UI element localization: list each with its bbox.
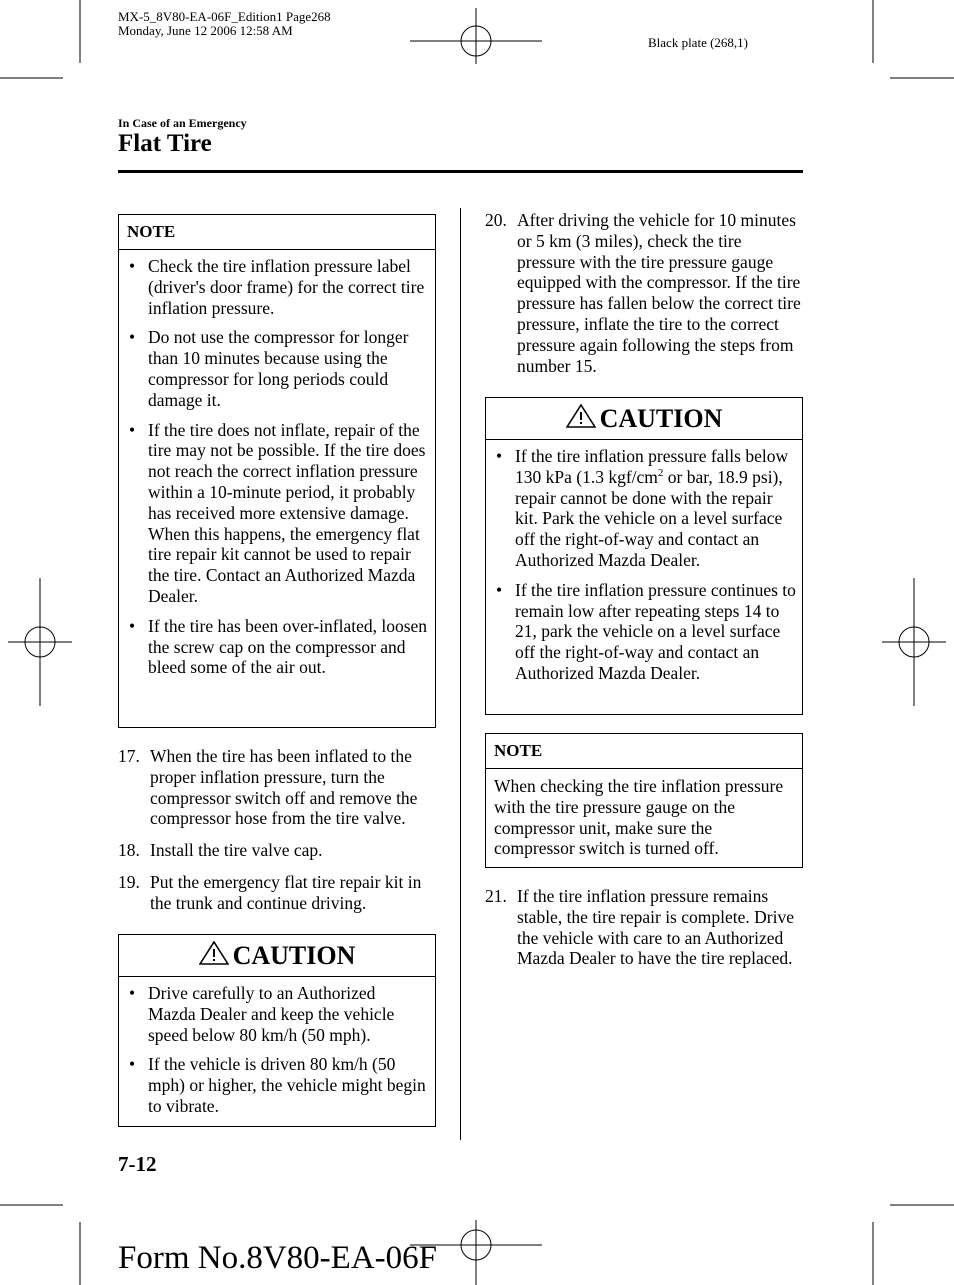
step-18 <box>118 840 438 861</box>
registration-mark-top-icon <box>410 8 542 66</box>
note-heading: NOTE <box>119 215 435 250</box>
section-label: In Case of an Emergency <box>118 116 247 130</box>
step-text: Put the emergency flat tire repair kit in the trunk and continue driving. <box>150 872 422 913</box>
note-box <box>485 733 803 868</box>
step-number: 20. <box>485 210 507 230</box>
note-box <box>118 214 436 728</box>
step-20 <box>485 210 803 376</box>
note-item: • If the tire does not inflate, repair of the tire may not be possible. If the tire does not reach the correct inflation pressure within a 10-minute period, it probably has received more extensive damage. When this happens, the emergency flat tire repair kit cannot be used to repair the tire. Contact an Authorized Mazda Dealer. <box>129 419 426 606</box>
caution-heading: CAUTION <box>119 935 435 977</box>
step-number: 19. <box>118 872 140 892</box>
step-17 <box>118 746 438 829</box>
caution-heading: CAUTION <box>486 398 802 440</box>
plate-label: Black plate (268,1) <box>648 35 748 50</box>
form-number: Form No.8V80-EA-06F <box>118 1240 437 1276</box>
caution-list <box>119 977 435 1117</box>
bullet-icon: • <box>496 446 503 466</box>
step-number: 18. <box>118 840 140 860</box>
bullet-icon: • <box>496 579 503 600</box>
caution-item: • If the tire inflation pressure falls below 130 kPa (1.3 kgf/$cm^2$ or bar, 18.9 psi), repair cannot be done with the repair kit. Park the vehicle on a level surface off the right-of-way and contact an Authorized Mazda Dealer. <box>496 446 789 570</box>
title-rule <box>118 170 803 173</box>
superscript: 2 <box>657 466 664 479</box>
warning-triangle-icon <box>566 404 596 428</box>
step-text: Install the tire valve cap. <box>150 840 323 860</box>
registration-mark-left-icon <box>8 578 72 706</box>
bullet-icon: • <box>129 1054 136 1075</box>
caution-list <box>486 440 802 684</box>
step-number: 17. <box>118 746 140 766</box>
page-title: Flat Tire <box>118 130 212 157</box>
step-text: After driving the vehicle for 10 minutes or 5 km (3 miles), check the tire pressure with the tire pressure gauge equipped with the compressor. If the tire pressure has fallen below the correct tire pressure, inflate the tire to the correct pressure again following the steps from number 15. <box>517 210 801 376</box>
print-date-line: Monday, June 12 2006 12:58 AM <box>118 23 293 38</box>
column-divider <box>460 208 461 1140</box>
caution-item: • If the vehicle is driven 80 km/h (50 mph) or higher, the vehicle might begin to vibrate. <box>129 1054 426 1116</box>
bullet-icon: • <box>129 256 136 276</box>
caution-box <box>485 397 803 715</box>
note-text: When checking the tire inflation pressure with the tire pressure gauge on the compressor unit, make sure the compressor switch is turned off. <box>494 776 784 859</box>
bullet-icon: • <box>129 327 136 348</box>
note-item: • If the tire has been over-inflated, loosen the screw cap on the compressor and bleed some of the air out. <box>129 615 428 678</box>
registration-mark-right-icon <box>882 578 946 706</box>
bullet-icon: • <box>129 615 136 636</box>
caution-box <box>118 934 436 1127</box>
step-21 <box>485 886 803 969</box>
caution-item: • If the tire inflation pressure continues to remain low after repeating steps 14 to 21, park the vehicle on a level surface off the right-of-way and contact an Authorized Mazda Dealer. <box>496 579 796 683</box>
note-heading: NOTE <box>486 734 802 769</box>
step-number: 21. <box>485 886 507 906</box>
step-19 <box>118 872 438 914</box>
note-item: • Check the tire inflation pressure label (driver's door frame) for the correct tire inflation pressure. <box>129 256 425 318</box>
bullet-icon: • <box>129 419 136 440</box>
caution-item: • Drive carefully to an Authorized Mazda Dealer and keep the vehicle speed below 80 km/h (50 mph). <box>129 983 395 1045</box>
step-text: If the tire inflation pressure remains stable, the tire repair is complete. Drive the vehicle with care to an Authorized Mazda Dealer to have the tire replaced. <box>517 886 794 969</box>
step-text: When the tire has been inflated to the proper inflation pressure, turn the compressor switch off and remove the compressor hose from the tire valve. <box>150 746 418 829</box>
page-number: 7-12 <box>118 1152 157 1176</box>
bullet-icon: • <box>129 983 136 1003</box>
note-item: • Do not use the compressor for longer than 10 minutes because using the compressor for long periods could damage it. <box>129 327 409 410</box>
warning-triangle-icon <box>199 941 229 965</box>
print-job-line: MX-5_8V80-EA-06F_Edition1 Page268 <box>118 9 331 24</box>
note-list <box>119 250 435 678</box>
